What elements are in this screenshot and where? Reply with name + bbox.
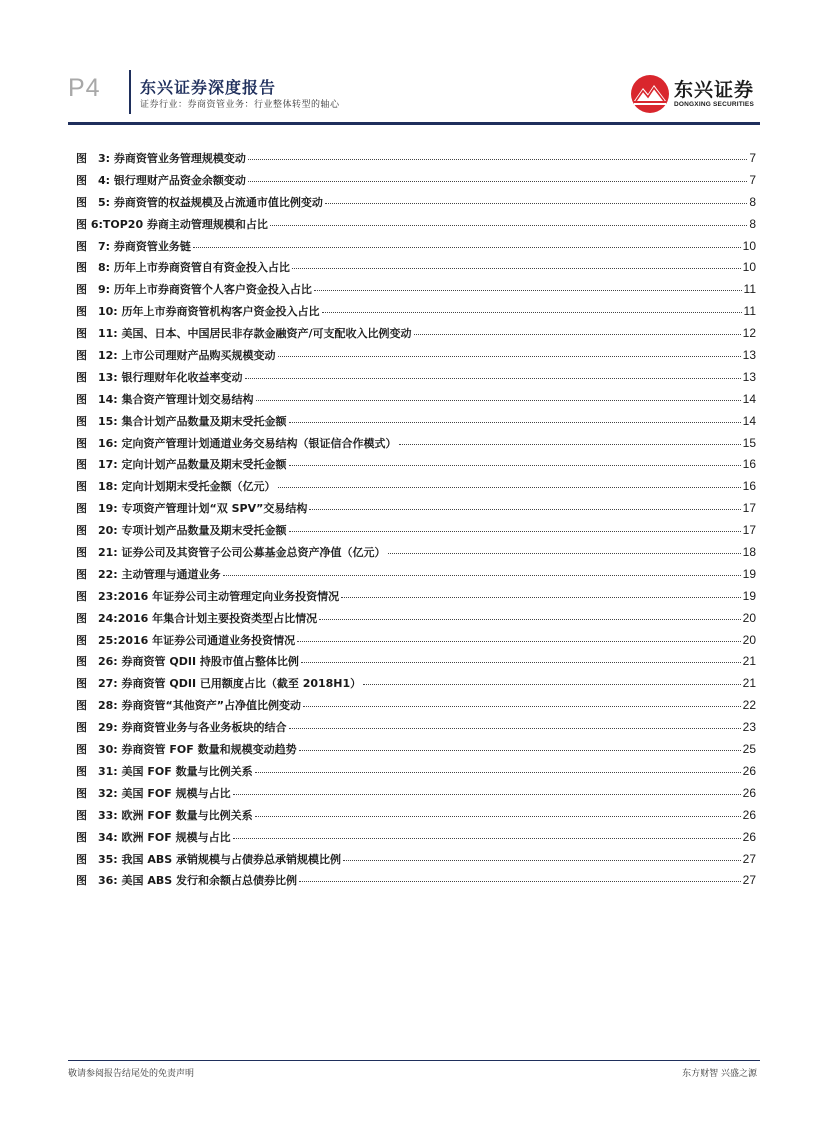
toc-entry-page: 25 [742,742,756,757]
toc-dot-leader [233,838,741,839]
toc-entry-label: 图 27: 券商资管 QDII 已用额度占比（截至 2018H1） [76,677,362,691]
toc-entry-label: 图 9: 历年上市券商资管个人客户资金投入占比 [76,283,312,297]
toc-dot-leader [193,247,741,248]
toc-entry-label: 图 15: 集合计划产品数量及期末受托金额 [76,414,287,428]
toc-dot-leader [223,575,741,576]
toc-entry-page: 19 [742,566,756,581]
toc-entry-label: 图 13: 银行理财年化收益率变动 [76,370,243,384]
toc-entry-label: 图 16: 定向资产管理计划通道业务交易结构（银证信合作模式） [76,436,397,450]
toc-entry[interactable] [76,369,756,391]
toc-dot-leader [256,400,741,401]
toc-entry-page: 20 [742,610,756,625]
toc-entry-label: 图 29: 券商资管业务与各业务板块的结合 [76,721,287,735]
toc-entry-page: 21 [742,676,756,691]
toc-dot-leader [289,465,741,466]
toc-entry-page: 14 [742,413,756,428]
footer-rule [68,1060,760,1061]
toc-dot-leader [414,334,741,335]
toc-dot-leader [245,378,741,379]
toc-entry[interactable] [76,259,756,281]
company-logo [630,74,758,114]
toc-entry-label: 图 35: 我国 ABS 承销规模与占债券总承销规模比例 [76,852,342,866]
toc-entry[interactable] [76,150,756,172]
toc-dot-leader [255,816,741,817]
toc-dot-leader [270,225,747,226]
toc-entry-page: 27 [742,873,756,888]
toc-dot-leader [299,881,741,882]
toc-dot-leader [233,794,741,795]
toc-entry-label: 图 11: 美国、日本、中国居民非存款金融资产/可支配收入比例变动 [76,327,412,341]
toc-entry[interactable] [76,697,756,719]
toc-entry-page: 8 [749,194,756,209]
toc-entry[interactable] [76,632,756,654]
toc-entry[interactable] [76,281,756,303]
toc-entry-label: 图 25:2016 年证券公司通道业务投资情况 [76,633,296,647]
toc-dot-leader [303,706,741,707]
toc-entry[interactable] [76,544,756,566]
figure-index-list [76,150,756,894]
header-divider [129,70,131,114]
toc-entry-label: 图 18: 定向计划期末受托金额（亿元） [76,480,276,494]
toc-entry[interactable] [76,785,756,807]
logo-english-name: DONGXING SECURITIES [674,101,755,108]
toc-entry[interactable] [76,238,756,260]
toc-entry-page: 18 [742,545,756,560]
toc-dot-leader [314,290,742,291]
toc-dot-leader [399,444,741,445]
toc-entry[interactable] [76,172,756,194]
toc-entry-label: 图 19: 专项资产管理计划“双 SPV”交易结构 [76,502,308,516]
toc-entry-label: 图 5: 券商资管的权益规模及占流通市值比例变动 [76,195,323,209]
toc-dot-leader [341,597,740,598]
toc-entry-label: 图 14: 集合资产管理计划交易结构 [76,392,254,406]
toc-entry[interactable] [76,413,756,435]
toc-entry[interactable] [76,851,756,873]
toc-entry[interactable] [76,391,756,413]
toc-dot-leader [278,356,741,357]
toc-entry[interactable] [76,456,756,478]
toc-entry[interactable] [76,653,756,675]
toc-entry[interactable] [76,588,756,610]
footer-disclaimer: 敬请参阅报告结尾处的免责声明 [68,1069,195,1079]
toc-dot-leader [248,181,747,182]
toc-entry[interactable] [76,478,756,500]
toc-entry[interactable] [76,872,756,894]
toc-dot-leader [322,312,742,313]
toc-dot-leader [325,203,747,204]
toc-entry-page: 16 [742,457,756,472]
report-title: 东兴证券深度报告 [140,78,277,97]
toc-entry[interactable] [76,807,756,829]
toc-entry[interactable] [76,194,756,216]
toc-entry[interactable] [76,719,756,741]
toc-dot-leader [343,860,741,861]
toc-dot-leader [388,553,741,554]
toc-entry-page: 26 [742,763,756,778]
toc-entry[interactable] [76,216,756,238]
toc-entry-page: 17 [742,501,756,516]
toc-dot-leader [301,662,741,663]
toc-entry-label: 图 7: 券商资管业务链 [76,239,191,253]
page-number: P4 [68,74,101,102]
toc-entry-label: 图 22: 主动管理与通道业务 [76,567,221,581]
toc-entry[interactable] [76,610,756,632]
toc-entry[interactable] [76,303,756,325]
toc-entry-label: 图 4: 银行理财产品资金余额变动 [76,173,246,187]
toc-entry-label: 图 3: 券商资管业务管理规模变动 [76,152,246,165]
toc-entry-page: 11 [743,304,756,319]
toc-dot-leader [289,531,741,532]
toc-entry-page: 23 [742,720,756,735]
toc-entry-label: 图 36: 美国 ABS 发行和余额占总债券比例 [76,874,298,888]
toc-dot-leader [289,728,741,729]
toc-dot-leader [297,641,740,642]
toc-entry[interactable] [76,566,756,588]
toc-dot-leader [299,750,741,751]
toc-entry-page: 11 [743,282,756,297]
toc-entry-label: 图 30: 券商资管 FOF 数量和规模变动趋势 [76,743,297,757]
toc-entry-page: 10 [742,238,756,253]
toc-entry[interactable] [76,675,756,697]
toc-entry[interactable] [76,829,756,851]
toc-entry[interactable] [76,347,756,369]
toc-entry-label: 图 31: 美国 FOF 数量与比例关系 [76,764,253,778]
footer-slogan: 东方财智 兴盛之源 [682,1069,757,1079]
toc-entry-page: 26 [742,829,756,844]
toc-entry-label: 图 6:TOP20 券商主动管理规模和占比 [76,217,268,231]
toc-entry[interactable] [76,435,756,457]
toc-entry-page: 7 [749,151,756,165]
toc-entry-page: 15 [742,435,756,450]
toc-entry-page: 10 [742,260,756,275]
toc-entry-label: 图 33: 欧洲 FOF 数量与比例关系 [76,808,253,822]
dongxing-logo-icon [630,74,670,114]
toc-entry-page: 26 [742,785,756,800]
toc-entry-page: 12 [742,326,756,341]
toc-entry-page: 8 [749,216,756,231]
toc-entry-label: 图 23:2016 年证券公司主动管理定向业务投资情况 [76,589,340,603]
header-rule [68,122,760,125]
toc-dot-leader [289,422,741,423]
toc-entry-page: 22 [742,698,756,713]
toc-entry-label: 图 20: 专项计划产品数量及期末受托金额 [76,524,287,538]
toc-entry-page: 7 [749,172,756,187]
toc-entry[interactable] [76,522,756,544]
toc-entry-page: 19 [742,588,756,603]
toc-entry-label: 图 34: 欧洲 FOF 规模与占比 [76,830,231,844]
toc-entry-label: 图 24:2016 年集合计划主要投资类型占比情况 [76,611,318,625]
toc-entry[interactable] [76,325,756,347]
toc-entry-label: 图 8: 历年上市券商资管自有资金投入占比 [76,261,290,275]
toc-dot-leader [309,509,740,510]
toc-entry[interactable] [76,763,756,785]
report-subtitle: 证券行业：券商资管业务：行业整体转型的轴心 [140,100,340,110]
toc-entry-label: 图 28: 券商资管“其他资产”占净值比例变动 [76,699,301,713]
toc-entry-page: 14 [742,391,756,406]
toc-entry-page: 21 [742,654,756,669]
toc-entry-label: 图 10: 历年上市券商资管机构客户资金投入占比 [76,305,320,319]
toc-entry-label: 图 12: 上市公司理财产品购买规模变动 [76,349,276,363]
toc-entry-page: 13 [742,348,756,363]
toc-entry-page: 26 [742,807,756,822]
toc-entry-page: 13 [742,369,756,384]
toc-dot-leader [248,159,747,160]
toc-entry-label: 图 17: 定向计划产品数量及期末受托金额 [76,458,287,472]
toc-entry-label: 图 21: 证券公司及其资管子公司公募基金总资产净值（亿元） [76,546,386,560]
toc-entry-label: 图 26: 券商资管 QDII 持股市值占整体比例 [76,655,299,669]
logo-chinese-name: 东兴证券 [674,79,755,101]
toc-entry-label: 图 32: 美国 FOF 规模与占比 [76,786,231,800]
toc-dot-leader [319,619,740,620]
toc-dot-leader [292,268,741,269]
toc-entry[interactable] [76,741,756,763]
toc-dot-leader [255,772,741,773]
toc-entry-page: 16 [742,479,756,494]
toc-entry-page: 20 [742,632,756,647]
toc-dot-leader [363,684,740,685]
toc-entry-page: 17 [742,523,756,538]
toc-entry-page: 27 [742,851,756,866]
toc-entry[interactable] [76,500,756,522]
toc-dot-leader [278,487,741,488]
